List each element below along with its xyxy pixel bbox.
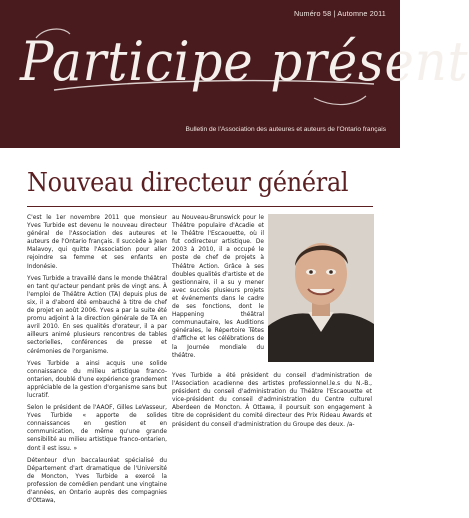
paragraph: Détenteur d'un baccalauréat spécialisé du Département d'art dramatique de l'Université de Moncton, Yves Turbide a exercé la profession de comédien pendant une vingtaine d'années, en Ontario auprès des compagnies d'Ottawa, — [27, 457, 167, 505]
tagline: Bulletin de l'Association des auteures et auteurs de l'Ontario français — [185, 126, 386, 133]
paragraph: C'est le 1er novembre 2011 que monsieur Yves Turbide est devenu le nouveau directeur général de l'Association des auteures et auteurs de l'Ontario français. Il succède à Jean Malavoy, qui quitte l'Association pour aller rejoindre sa femme et ses enfants en Indonésie. — [27, 215, 167, 270]
portrait-illustration — [268, 214, 374, 362]
logo — [14, 20, 469, 116]
paragraph: Yves Turbide a ainsi acquis une solide connaissance du milieu artistique franco-ontarien, doublé d'une expérience grandement appréciable de la gestion d'organisme sans but lucratif. — [27, 360, 167, 399]
logo-text: Participe présent — [20, 30, 469, 93]
masthead — [0, 0, 469, 148]
paragraph: au Nouveau-Brunswick pour le Théâtre populaire d'Acadie et le Théâtre l'Escaouette, où il fut codirecteur artistique. De 2003 à 2010, il a occupé le poste de chef de projets à Théâtre Action. Grâce à ses doubles qualités d'artiste et de gestionnaire, il a su y mener avec succès plusieurs projets et événements dans le cadre de ses fonctions, dont le Happening théâtral communautaire, les Auditions générales, le Répertoire Têtes d'affiche et les célébrations de la Journée mondiale du théâtre. — [172, 215, 264, 359]
article-column-2-continued — [172, 372, 372, 433]
title-divider — [27, 206, 373, 207]
article-title: Nouveau directeur général — [27, 168, 349, 198]
paragraph: Yves Turbide a été président du conseil d'administration de l'Association acadienne des artistes professionnel.le.s du N.-B., président du conseil d'administration du Théâtre l'Escaouette et vice-président du conseil d'administration du Centre culturel Aberdeen de Moncton. À Ottawa, il poursuit son engagement à titre de coprésident du comité directeur des Prix Rideau Awards et président du conseil d'administration du Groupe des deux. /a- — [172, 373, 372, 428]
issue-number: Numéro 58 | Automne 2011 — [293, 9, 386, 18]
article-column-2 — [172, 214, 264, 364]
paragraph: Selon le président de l'AAOF, Gilles LeVasseur, Yves Turbide « apporte de solides connaissances en gestion et en communication, de même qu'une grande sensibilité au milieu artistique franco-ontarien, dont il est issu. » — [27, 405, 167, 452]
paragraph: Yves Turbide a travaillé dans le monde théâtral en tant qu'acteur pendant près de vingt ans. À l'emploi de Théâtre Action (TA) depuis plus de six, il a d'abord été embauché à titre de chef de projet en août 2006. Yves a par la suite été promu adjoint à la direction générale de TA en avril 2010. En ses qualités d'orateur, il a par ailleurs animé plusieurs rencontres de tables sectorielles, conférences de presse et cérémonies de l'organisme. — [27, 275, 167, 355]
article-column-1 — [27, 214, 167, 509]
portrait-photo — [268, 214, 374, 362]
